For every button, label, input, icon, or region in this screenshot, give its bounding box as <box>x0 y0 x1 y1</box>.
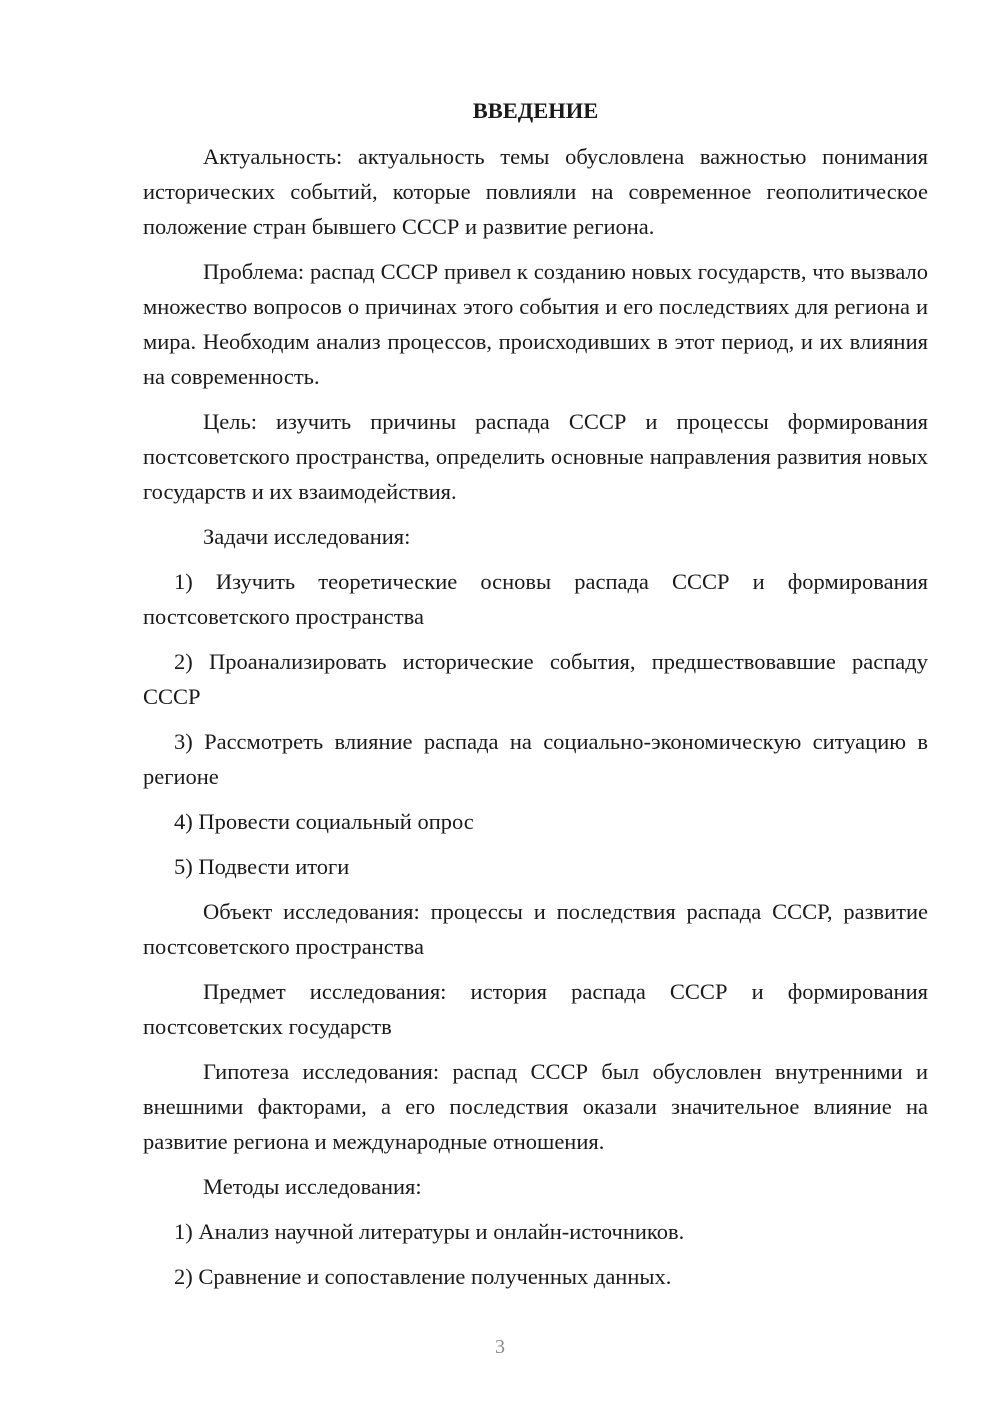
paragraph-object: Объект исследования: процессы и последствия распада СССР, развитие постсоветского пространства <box>143 899 928 959</box>
paragraph-subject: Предмет исследования: история распада СССР и формирования постсоветских государств <box>143 979 928 1039</box>
task-item-1: 1) Изучить теоретические основы распада СССР и формирования постсоветского пространства <box>143 569 928 629</box>
method-item-1: 1) Анализ научной литературы и онлайн-источников. <box>174 1219 685 1244</box>
task-item-2: 2) Проанализировать исторические события, предшествовавшие распаду СССР <box>143 649 928 709</box>
method-item-2: 2) Сравнение и сопоставление полученных данных. <box>174 1264 672 1289</box>
section-title: ВВЕДЕНИЕ <box>472 98 599 123</box>
task-item-3: 3) Рассмотреть влияние распада на социально-экономическую ситуацию в регионе <box>143 729 928 789</box>
paragraph-problem: Проблема: распад СССР привел к созданию новых государств, что вызвало множество вопросов о причинах этого события и его последствиях для региона и мира. Необходим анализ процессов, происходивших в этот период, и их влияния на современность. <box>143 259 928 389</box>
paragraph-hypothesis: Гипотеза исследования: распад СССР был обусловлен внутренними и внешними факторами, а его последствия оказали значительное влияние на развитие региона и международные отношения. <box>143 1059 928 1154</box>
paragraph-relevance: Актуальность: актуальность темы обусловлена важностью понимания исторических событий, которые повлияли на современное геополитическое положение стран бывшего СССР и развитие региона. <box>143 144 928 239</box>
task-item-5: 5) Подвести итоги <box>174 854 350 879</box>
tasks-heading: Задачи исследования: <box>203 524 411 549</box>
task-item-4: 4) Провести социальный опрос <box>174 809 474 834</box>
methods-heading: Методы исследования: <box>203 1174 422 1199</box>
paragraph-goal: Цель: изучить причины распада СССР и процессы формирования постсоветского пространства, определить основные направления развития новых государств и их взаимодействия. <box>143 409 928 504</box>
page-number: 3 <box>495 1336 505 1358</box>
document-page <box>143 96 928 1294</box>
